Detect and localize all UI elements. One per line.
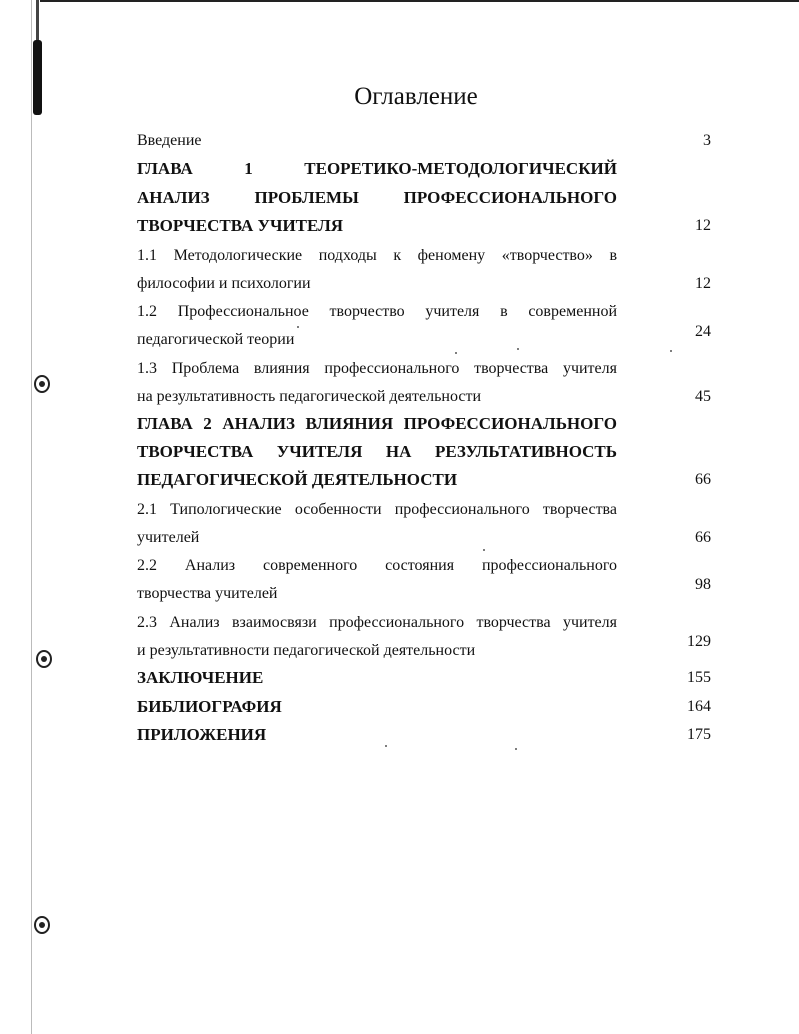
toc-entry-title: ГЛАВА 2 АНАЛИЗ ВЛИЯНИЯ ПРОФЕССИОНАЛЬНОГО bbox=[137, 414, 617, 433]
toc-entry-title: 2.3 Анализ взаимосвязи профессионального творчества учителя bbox=[137, 614, 617, 631]
toc-entry-title: философии и психологии bbox=[137, 275, 311, 292]
toc-entry-title: творчества учителей bbox=[137, 585, 278, 602]
toc-entry-title: ЗАКЛЮЧЕНИЕ bbox=[137, 668, 264, 687]
toc-entry-title: Введение bbox=[137, 132, 202, 149]
toc-entry-page-number: 45 bbox=[695, 388, 711, 405]
toc-entry-title: БИБЛИОГРАФИЯ bbox=[137, 697, 282, 716]
toc-entry-title: 1.2 Профессиональное творчество учителя в современной bbox=[137, 303, 617, 320]
page-title: Оглавление bbox=[354, 82, 478, 110]
toc-entry-page-number: 98 bbox=[695, 576, 711, 593]
toc-entry-page-number: 164 bbox=[687, 698, 711, 715]
scan-speck bbox=[297, 326, 299, 328]
toc-entry-title: ГЛАВА 1 ТЕОРЕТИКО-МЕТОДОЛОГИЧЕСКИЙ bbox=[137, 159, 617, 178]
scan-speck bbox=[385, 745, 387, 747]
toc-entry-title: 1.3 Проблема влияния профессионального творчества учителя bbox=[137, 360, 617, 377]
toc-entry-page-number: 12 bbox=[695, 217, 711, 234]
toc-entry-title: 2.2 Анализ современного состояния профессионального bbox=[137, 557, 617, 574]
toc-entry-title: 2.1 Типологические особенности профессионального творчества bbox=[137, 501, 617, 518]
toc-entry-page-number: 175 bbox=[687, 726, 711, 743]
toc-entry-title: и результативности педагогической деятельности bbox=[137, 642, 476, 659]
toc-entry-title: ТВОРЧЕСТВА УЧИТЕЛЯ НА РЕЗУЛЬТАТИВНОСТЬ bbox=[137, 442, 617, 461]
toc-entry-title: ПРИЛОЖЕНИЯ bbox=[137, 725, 267, 744]
scan-speck bbox=[483, 549, 485, 551]
toc-entry-title: 1.1 Методологические подходы к феномену «творчество» в bbox=[137, 247, 617, 264]
scan-speck bbox=[515, 748, 517, 750]
toc-entry-page-number: 3 bbox=[703, 132, 711, 149]
toc-entry-page-number: 12 bbox=[695, 275, 711, 292]
toc-entry-title: АНАЛИЗ ПРОБЛЕМЫ ПРОФЕССИОНАЛЬНОГО bbox=[137, 188, 617, 207]
toc-entry-title: ПЕДАГОГИЧЕСКОЙ ДЕЯТЕЛЬНОСТИ bbox=[137, 470, 458, 489]
toc-entry-title: учителей bbox=[137, 529, 200, 546]
toc-entry-title: на результативность педагогической деятельности bbox=[137, 388, 481, 405]
scan-speck bbox=[670, 350, 672, 352]
toc-entry-page-number: 129 bbox=[687, 633, 711, 650]
toc-entry-page-number: 66 bbox=[695, 471, 711, 488]
toc-entry-page-number: 66 bbox=[695, 529, 711, 546]
scan-speck bbox=[517, 348, 519, 350]
scan-speck bbox=[455, 352, 457, 354]
toc-entry-page-number: 24 bbox=[695, 323, 711, 340]
toc-entry-title: ТВОРЧЕСТВА УЧИТЕЛЯ bbox=[137, 216, 344, 235]
toc-entry-title: педагогической теории bbox=[137, 331, 295, 348]
toc-entry-page-number: 155 bbox=[687, 669, 711, 686]
